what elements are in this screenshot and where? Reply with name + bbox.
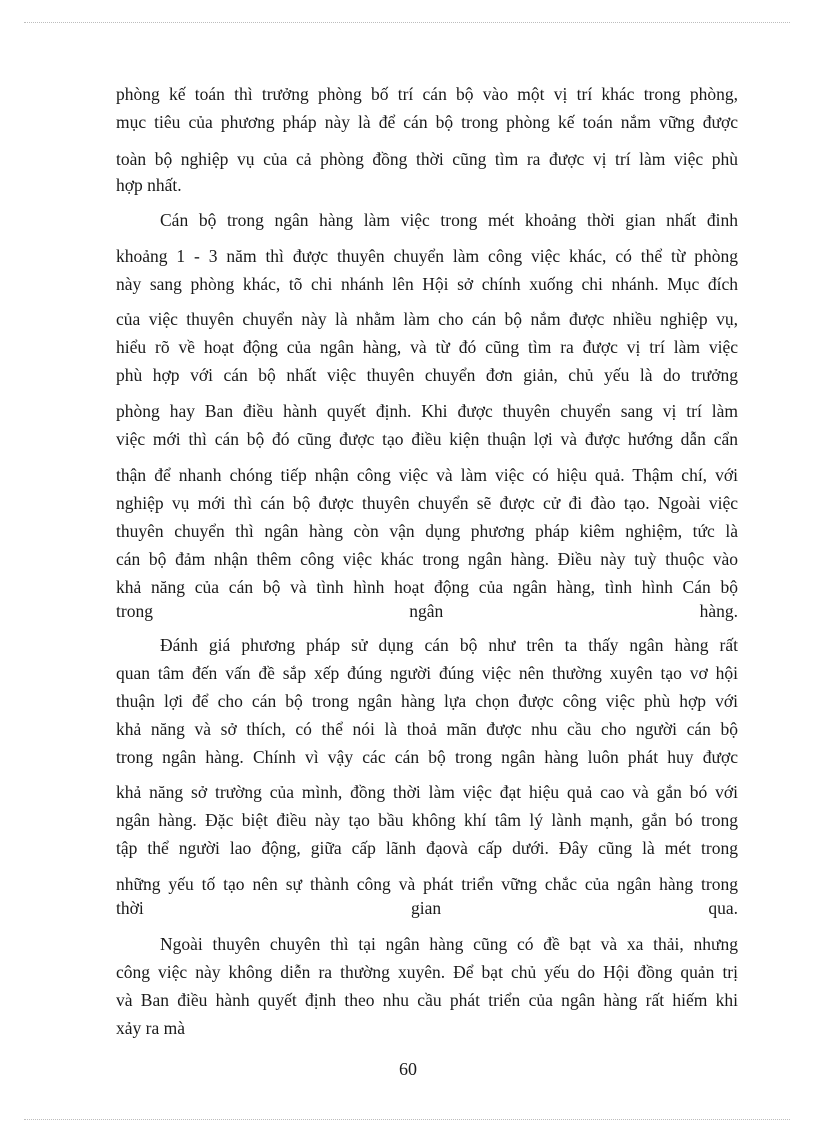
text-line: quan tâm đến vấn đề sắp xếp đúng người đúng việc nên thường xuyên tạo vơ hội xyxy=(116,663,738,683)
text-line: khả năng và sở thích, có thể nói là thoả mãn được nhu cầu cho người cán bộ xyxy=(116,719,738,739)
text-line: xảy ra mà xyxy=(116,1018,185,1038)
paragraph-first-line: Đánh giá phương pháp sử dụng cán bộ như trên ta thấy ngân hàng rất xyxy=(160,635,738,655)
text-line: khả năng sở trường của mình, đồng thời làm việc đạt hiệu quả cao và gắn bó với xyxy=(116,782,738,802)
text-line: thuận lợi để cho cán bộ trong ngân hàng lựa chọn được công việc phù hợp với xyxy=(116,691,738,711)
text-line: trong ngân hàng. Chính vì vậy các cán bộ trong ngân hàng luôn phát huy được xyxy=(116,747,738,767)
paragraph-first-line: Cán bộ trong ngân hàng làm việc trong mét khoảng thời gian nhất đinh xyxy=(160,210,738,230)
text-line: ngân hàng. Đặc biệt điều này tạo bầu không khí tâm lý lành mạnh, gắn bó trong xyxy=(116,810,738,830)
text-line: việc mới thì cán bộ đó cũng được tạo điều kiện thuận lợi và được hướng dẫn cẩn xyxy=(116,429,738,449)
text-line: công việc này không diễn ra thường xuyên. Để bạt chủ yếu do Hội đồng quản trị xyxy=(116,962,738,982)
text-line: hiểu rõ về hoạt động của ngân hàng, và từ đó cũng tìm ra được vị trí làm việc xyxy=(116,337,738,357)
text-line: tập thể người lao động, giữa cấp lãnh đạovà cấp dưới. Đây cũng là mét trong xyxy=(116,838,738,858)
text-line: hợp nhất. xyxy=(116,175,182,195)
paragraph-first-line: Ngoài thuyên chuyên thì tại ngân hàng cũng có đề bạt và xa thải, nhưng xyxy=(160,934,738,954)
text-line: phù hợp với cán bộ nhất việc thuyên chuyển đơn giản, chủ yếu là do trưởng xyxy=(116,365,738,385)
text-line: thời gian qua. xyxy=(116,898,738,918)
text-line: thuyên chuyển thì ngân hàng còn vận dụng phương pháp kiêm nghiệm, tức là xyxy=(116,521,738,541)
text-line: phòng kế toán thì trưởng phòng bố trí cán bộ vào một vị trí khác trong phòng, xyxy=(116,84,738,104)
page-number: 60 xyxy=(399,1059,417,1079)
text-line: thận để nhanh chóng tiếp nhận công việc và làm việc có hiệu quả. Thậm chí, với xyxy=(116,465,738,485)
text-line: khả năng của cán bộ và tình hình hoạt động của ngân hàng, tình hình Cán bộ xyxy=(116,577,738,597)
text-line: toàn bộ nghiệp vụ của cả phòng đồng thời cũng tìm ra được vị trí làm việc phù xyxy=(116,149,738,169)
text-line: phòng hay Ban điều hành quyết định. Khi được thuyên chuyển sang vị trí làm xyxy=(116,401,738,421)
text-line: những yếu tố tạo nên sự thành công và phát triển vững chắc của ngân hàng trong xyxy=(116,874,738,894)
text-line: nghiệp vụ mới thì cán bộ được thuyên chuyển sẽ được cử đi đào tạo. Ngoài việc xyxy=(116,493,738,513)
text-line: trong ngân hàng. xyxy=(116,601,738,621)
text-line: và Ban điều hành quyết định theo nhu cầu phát triển của ngân hàng rất hiếm khi xyxy=(116,990,738,1010)
document-body xyxy=(116,84,738,1039)
text-line: mục tiêu của phương pháp này là để cán bộ trong phòng kế toán nắm vững được xyxy=(116,112,738,132)
text-line: khoảng 1 - 3 năm thì được thuyên chuyển làm công việc khác, có thể từ phòng xyxy=(116,246,738,266)
text-line: của việc thuyên chuyển này là nhằm làm cho cán bộ nắm được nhiều nghiệp vụ, xyxy=(116,309,738,329)
text-line: cán bộ đảm nhận thêm công việc khác trong ngân hàng. Điều này tuỳ thuộc vào xyxy=(116,549,738,569)
text-line: này sang phòng khác, tõ chi nhánh lên Hội sở chính xuống chi nhánh. Mục đích xyxy=(116,274,738,294)
